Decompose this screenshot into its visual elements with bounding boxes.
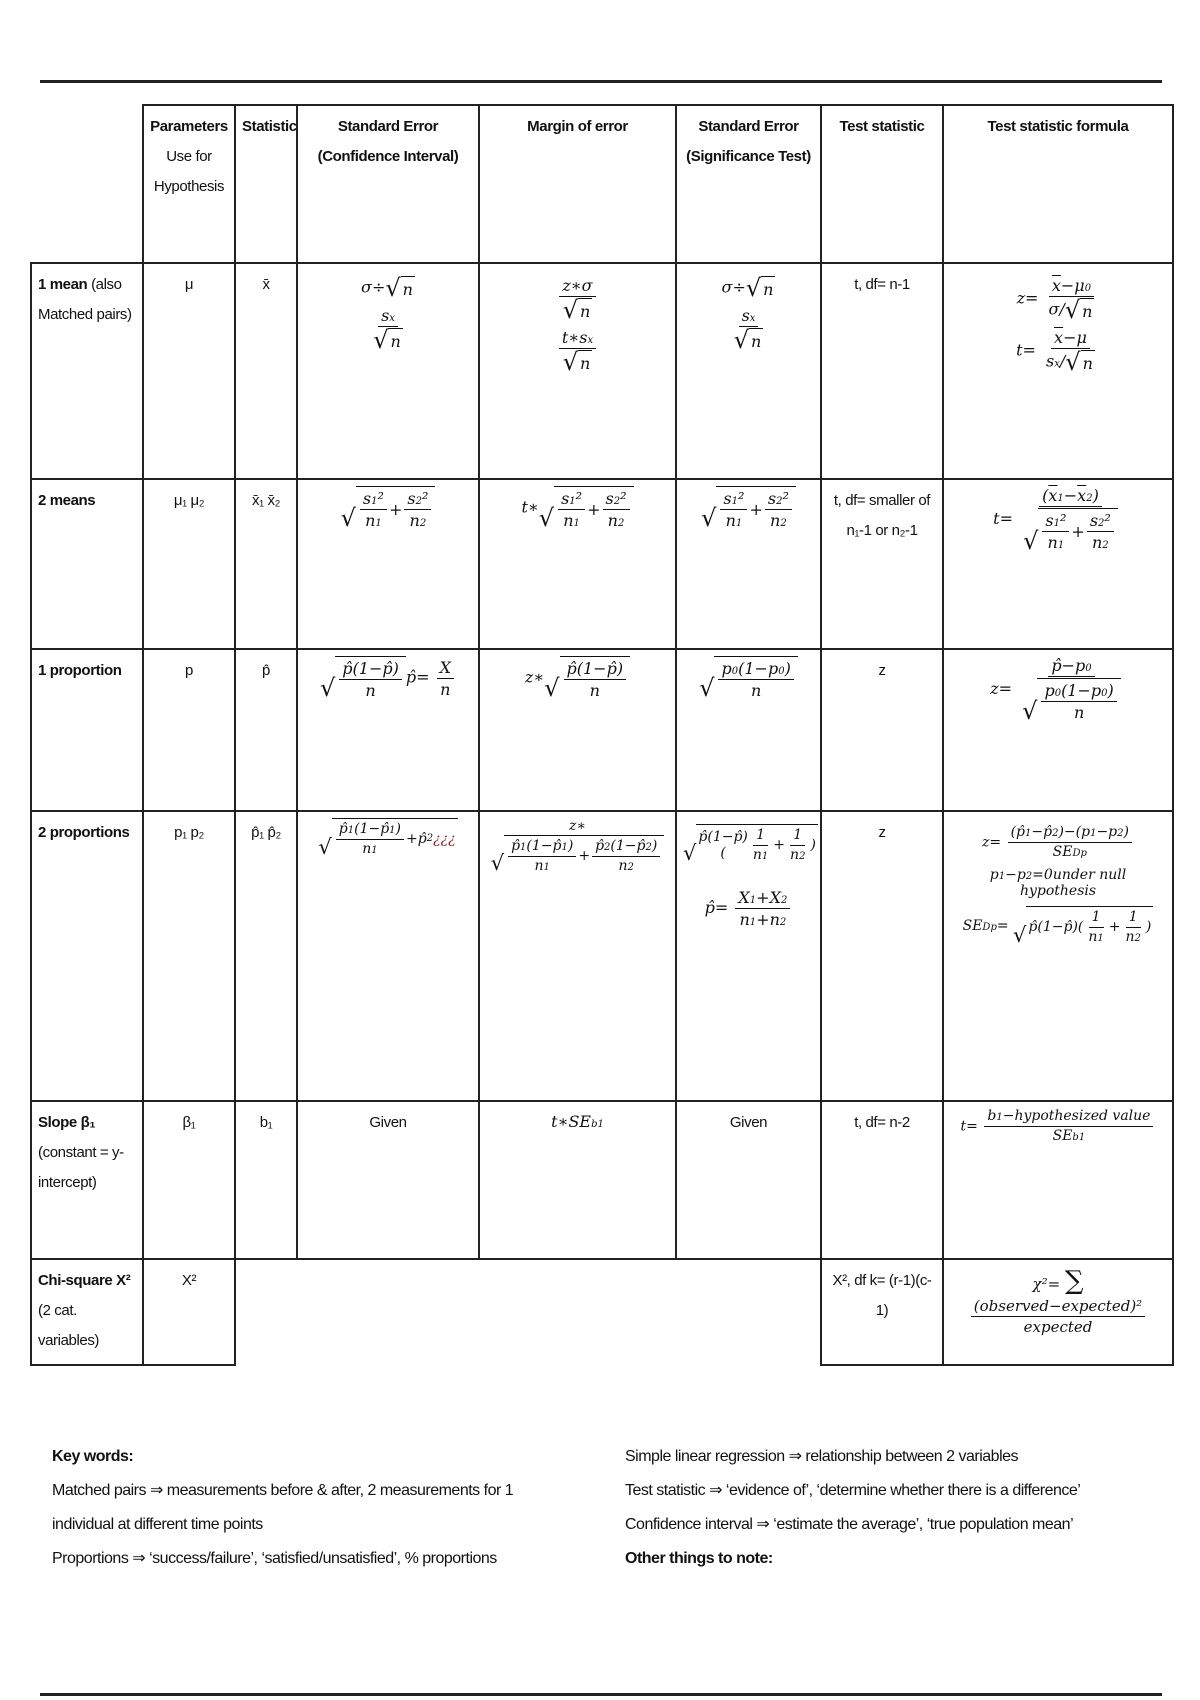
row-label-one-mean [31, 263, 143, 479]
param-slope: β₁ [143, 1101, 235, 1259]
test-stat-one-proportion: z [821, 649, 943, 811]
notes-right [625, 1440, 1165, 1576]
statistic-two-proportions: p̂₁ p̂₂ [235, 811, 297, 1101]
param-one-proportion: p [143, 649, 235, 811]
bottom-rule [40, 1693, 1162, 1696]
note-confidence-interval: Confidence interval ⇒ ‘estimate the average’, ‘true population mean’ [625, 1516, 1074, 1533]
row-label-two-means [31, 479, 143, 649]
param-chi-square: X² [143, 1259, 235, 1365]
statistic-one-mean: x̄ [235, 263, 297, 479]
se-ci-two-means [297, 479, 479, 649]
moe-slope [479, 1101, 676, 1259]
formula-se-ci-one-proportion: √ $\frac{p̂(1-p̂)}{n}$ p̂= $\frac{X}{n}$ [320, 656, 456, 700]
row-label-rest: (2 cat. variables) [38, 1302, 100, 1349]
formula-se-dp: SEDp= √ p̂(1−p̂)( $\frac{1}{n1}$ + $\frac{1}{n2}$ ) [950, 906, 1166, 946]
formula-t-slope: t= $\frac{\text{b1−hypothesized value}}{\text{SEb1}}$ [961, 1108, 1156, 1145]
param-two-means: μ₁ μ₂ [143, 479, 235, 649]
row-two-means [31, 479, 1173, 649]
param-two-proportions: p₁ p₂ [143, 811, 235, 1101]
header-test-statistic: Test statistic [821, 105, 943, 263]
header-test-statistic-formula: Test statistic formula [943, 105, 1173, 263]
formula-sigma-over-root-n-2: σ÷ √ n [721, 274, 774, 302]
exp-text-num: expected [1061, 1297, 1131, 1316]
obs-text: observed [979, 1297, 1049, 1316]
note-proportions: Proportions ⇒ ‘success/failure’, ‘satisfied/unsatisfied’, % proportions [52, 1550, 497, 1567]
se-sig-one-mean [676, 263, 821, 479]
row-label-rest: (also Matched pairs) [38, 276, 132, 323]
formula-se-sig-one-proportion: √ $\frac{p0(1-p0)}{n}$ [699, 656, 798, 700]
row-slope [31, 1101, 1173, 1259]
row-label-bold: 1 proportion [38, 662, 122, 679]
test-stat-chi-square: X², df k= (r-1)(c-1) [821, 1259, 943, 1365]
se-ci-one-proportion [297, 649, 479, 811]
se-sig-one-proportion [676, 649, 821, 811]
row-label-rest: (constant = y-intercept) [38, 1144, 124, 1191]
row-label-one-proportion [31, 649, 143, 811]
se-ci-one-mean [297, 263, 479, 479]
header-parameters-line1: Parameters [150, 118, 228, 135]
header-margin-of-error: Margin of error [479, 105, 676, 263]
formula-one-proportion [943, 649, 1173, 811]
formula-z-two-proportions: z= $\frac{(p̂1-p̂2)-(p1-p2)}{\text{SEDp}}$ [950, 824, 1166, 861]
formula-moe-one-proportion: z∗ √ $\frac{p̂(1-p̂)}{n}$ [525, 656, 630, 700]
test-stat-slope: t, df= n-2 [821, 1101, 943, 1259]
test-stat-two-means: t, df= smaller of n₁-1 or n₂-1 [821, 479, 943, 649]
test-stat-one-mean: t, df= n-1 [821, 263, 943, 479]
row-label-bold: 1 mean [38, 276, 88, 293]
formula-sx-over-root-n-2: sx √ n [733, 306, 762, 355]
row-label-two-proportions [31, 811, 143, 1101]
formula-slope [943, 1101, 1173, 1259]
se-sig-two-means [676, 479, 821, 649]
moe-one-mean [479, 263, 676, 479]
param-one-mean: μ [143, 263, 235, 479]
header-parameters-line2: Use for [166, 148, 212, 165]
formula-sigma-over-root-n: σ÷ √ n [361, 274, 413, 302]
statistic-slope: b₁ [235, 1101, 297, 1259]
header-se-ci: Standard Error (Confidence Interval) [297, 105, 479, 263]
formula-one-mean [943, 263, 1173, 479]
moe-two-proportions [479, 811, 676, 1101]
se-sig-slope: Given [676, 1101, 821, 1259]
row-two-proportions [31, 811, 1173, 1101]
top-rule [40, 80, 1162, 83]
formula-two-proportions [943, 811, 1173, 1101]
row-one-proportion [31, 649, 1173, 811]
formula-z-sigma: z∗σ √ n [486, 276, 669, 322]
note-matched-pairs: Matched pairs ⇒ measurements before & after, 2 measurements for 1 individual at different time points [52, 1482, 514, 1533]
formula-se-sig-two-means: √ $\frac{\text{s1²}}{n1}$ + $\frac{\text{s2²}}{n2}$ [701, 486, 796, 530]
note-regression: Simple linear regression ⇒ relationship between 2 variables [625, 1448, 1019, 1465]
formula-moe-two-proportions: z∗ √ $\frac{p̂1(1-p̂1)}{n1}$ + $\frac{p̂2(1-p̂2)}{n2}$ [486, 818, 669, 874]
formula-moe-slope: t∗SEb1 [551, 1112, 604, 1131]
key-words-heading: Key words: [52, 1448, 134, 1465]
row-label-bold: 2 proportions [38, 824, 130, 841]
moe-one-proportion [479, 649, 676, 811]
header-parameters [143, 105, 235, 263]
formula-sx-over-root-n: sx √ n [373, 306, 401, 355]
moe-two-means [479, 479, 676, 649]
row-chi-square [31, 1259, 1173, 1365]
header-parameters-line3: Hypothesis [153, 178, 225, 195]
formula-null-hypothesis: p1−p2=0under null hypothesis [989, 866, 1127, 900]
formula-t-one-mean: t= $\overline{x}-\mu$ sx/ √ n [1016, 328, 1093, 377]
se-sig-two-proportions [676, 811, 821, 1101]
note-test-statistic: Test statistic ⇒ ‘evidence of’, ‘determine whether there is a difference’ [625, 1482, 1081, 1499]
notes-left [52, 1440, 572, 1576]
formula-t-two-means: t= $(\overline{x}1-\overline{x}2)$ √ $\frac{\text{s1²}}{n1}$ + $\frac{\text{s2²}}{n2}$ [993, 486, 1123, 553]
row-label-chi-square [31, 1259, 143, 1365]
other-things-heading: Other things to note: [625, 1550, 773, 1567]
test-stat-two-proportions: z [821, 811, 943, 1101]
row-label-slope [31, 1101, 143, 1259]
null-text: under null hypothesis [1019, 866, 1127, 900]
formula-chi: χ²= ∑ $\frac{\text{(observed−expected)²}}{\text{expected}}$ [950, 1266, 1166, 1336]
formula-two-means [943, 479, 1173, 649]
hyp-text: hypothesized value [1014, 1108, 1151, 1124]
formula-se-two-means: √ $\frac{\text{s1²}}{n1}$ + $\frac{\text{s2²}}{n2}$ [341, 486, 436, 530]
formula-z-one-mean: z= $\overline{x}-\mu 0$ σ/ √ n [1016, 276, 1093, 325]
se-ci-two-proportions [297, 811, 479, 1101]
row-label-bold: 2 means [38, 492, 96, 509]
header-statistic: Statistic [235, 105, 297, 263]
se-ci-slope: Given [297, 1101, 479, 1259]
row-one-mean [31, 263, 1173, 479]
formula-t-sx: t∗sx √ n [486, 328, 669, 374]
header-se-significance: Standard Error (Significance Test) [676, 105, 821, 263]
formula-se-sig-two-proportions: √ p̂(1−p̂)( $\frac{1}{n1}$ + $\frac{1}{n2}$ ) [683, 824, 814, 864]
formula-z-one-proportion: z= p̂−p0 √ $\frac{p0(1-p0)}{n}$ [990, 656, 1126, 723]
formula-moe-two-means: t∗ √ $\frac{\text{s1²}}{n1}$ + $\frac{\text{s2²}}{n2}$ [521, 486, 633, 530]
row-label-bold: Slope β₁ [38, 1114, 96, 1131]
statistic-one-proportion: p̂ [235, 649, 297, 811]
exp-text-den: expected [1023, 1318, 1093, 1337]
chi-empty-span [235, 1259, 821, 1365]
corner-cell [31, 105, 143, 263]
formula-pooled-p: p̂= $\frac{X1+X2}{n1+n2}$ [683, 888, 814, 929]
statistics-formula-table [30, 104, 1174, 1366]
row-label-bold: Chi-square X² [38, 1272, 131, 1289]
formula-se-ci-two-proportions: √ $\frac{p̂1(1-p̂1)}{n1}$ +p̂ 2 ¿¿¿ [318, 818, 457, 858]
header-row [31, 105, 1173, 263]
statistic-two-means: x̄₁ x̄₂ [235, 479, 297, 649]
formula-chi-square [943, 1259, 1173, 1365]
